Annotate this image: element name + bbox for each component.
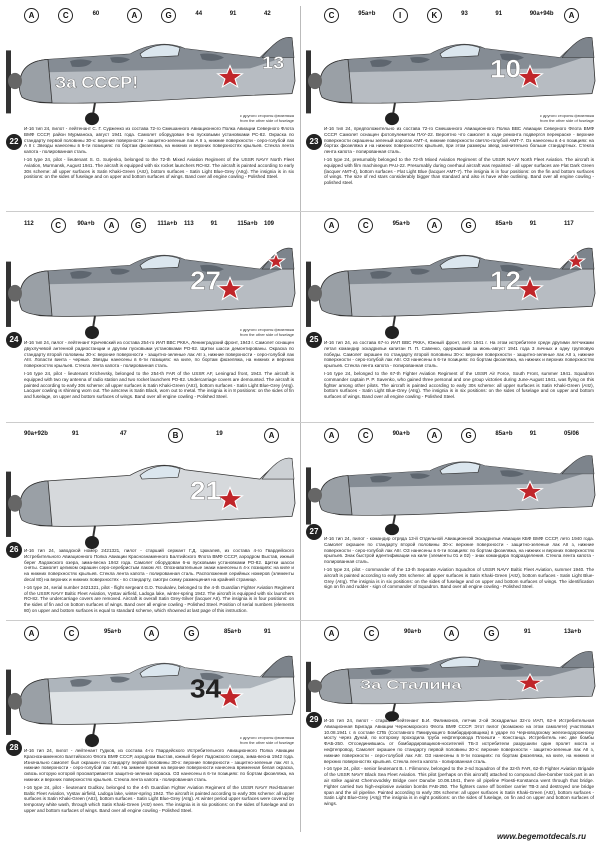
decal-letter-callout: C (51, 218, 66, 233)
tail-fin (262, 656, 294, 677)
decal-number-callout: 60 (92, 11, 100, 17)
decal-number-callout: 95a+b (104, 629, 122, 635)
profile-panel (300, 4, 600, 211)
profile-caption (24, 340, 294, 420)
decal-number-callout: 112 (24, 221, 34, 227)
aircraft-profile (300, 636, 600, 722)
profile-number-badge: 23 (306, 134, 322, 150)
decal-number-callout: 91 (529, 431, 537, 437)
decal-number-callout: 95a+b (358, 11, 376, 17)
profile-number-badge: 22 (6, 134, 22, 150)
aircraft-profile (300, 18, 600, 126)
caption-english: I-16 type 24, serial number 2421321, pilot - flight sergeant G.D. Tsoukalev, belonged to the 4-th Guardian Fighter Aviation Regiment of the USSR NAVY Baltic Fleet Aviation, Vystav airfield, Ladoga lake, winter-spring 1942. The aircraft is equipped with six launchers RO-82. The undercarriage covers are removed. Aircraft is overall Satin Grey-Silver (lacquer AII). The insignia is in four positions: on the sides of fin and on bottom surfaces of wings. Band over all engine cowling - Polished Steel. Position of serial numbers (elements 80) on upper and bottom surfaces is equal to standard scheme, which showned at last page of this instruction. (24, 584, 294, 613)
decal-number-callout: 44 (195, 11, 203, 17)
decal-letter-callout: C (64, 626, 79, 641)
spinner (308, 73, 322, 89)
profile-caption (324, 536, 594, 618)
decal-number-callout: 111a+b (157, 221, 178, 227)
profile-panel (300, 424, 600, 620)
caption-russian: И-16 тип 24, пилот - старший лейтенант Б.И. Филимонов, летчик 2-ой Эскадрильи 32-го ИАП, 62-я Истребительная Авиационная Бригада Авиации Черноморского Флота ВМФ СССР. Этот пилот (возможно на этом самолете) участвовал 10.08.1941 г. в составе СПБ (Составного Пикирующего Бомбардировщика) в ударе по Черноводскому железнодорожному мосту через Дунай, по которому проходила труба нефтепровода Плоешти - Констанца. Истребитель нес две бомбы ФАБ-250. Отсоединившись от бомбардировщиков-носителей ТБ-3 истребители разрушили один пролет моста и нефтепровод. Самолет окрашен по стандарту первой половины 30-х: верхние поверхности - защитно-зеленые лак АII з, нижние поверхности - серо-голубой лак АIIг. ОЗ нанесены в 8-ти позициях: по бортам фюзеляжа, на киле, на нижних и верхних поверхностях крыльев. Стекла лента капота - полированная сталь. (324, 718, 594, 764)
engine-cowling (319, 59, 352, 102)
other-side-note: с другого стороны фюзеляжа from the other side of fuselage (239, 327, 294, 337)
row-divider (6, 422, 594, 423)
profile-caption (324, 340, 594, 420)
caption-russian: И-16 тип 24, пилот - лейтенант С. Г. Сурженко из состава 72-го Смешанного Авиационного Полка Авиации Северного Флота ВМФ СССР, район Мурманска, август 1941 года. Самолет оборудован 6-ю пусковыми установками РС-82. Окраска по стандарту первой половины 30-х: верхние поверхности - защитно-зеленые лак А II з, нижние поверхности - серо-голубой лак A II г. Звезды нанесены в 6-ти позициях: по бортам фюзеляжа, на нижних и верхних поверхностях крыльев. Стекла лента капота - полированная сталь. (24, 126, 294, 155)
decal-number-callout: 13a+b (564, 629, 582, 635)
canopy (440, 657, 480, 667)
decal-number-callout: 95a+b (392, 221, 410, 227)
caption-english: I-16 type 24, pilot - senior lieutenant B. I. Filimonov, belonged to the 2-nd Squadron of the 32-th FAR, 62-th Fighter Aviation Brigade of the USSR NAVY Black Sea Fleet Aviation. This pilot (perhaps on this aircraft) attached to compound dive-bomber took part in an air strike against Chernovodsky Bridge over Danube 10.08.1941, there oil pipeline Ploesti-Konstanca went through that bridge. Fighter carried two high-explosive aviation bombs FAB-250. The fighters came off bomber carrier TB-3 and destroyed one bridge span and the oil pipeline. Painted according to early 30s scheme: all upper surfaces is Satin Khaki-Green (AIIz), bottom surfaces - Satin Light Blue-Grey (AIIg) The insignia is in eight positions: on the sides of fuselage, on fin and on upper and bottom surfaces of wings. (324, 766, 594, 807)
profile-number-badge: 25 (306, 332, 322, 348)
decal-letter-callout: G (184, 626, 199, 641)
decal-number-callout: 90a+94b (529, 11, 554, 17)
decal-letter-callout: C (324, 8, 339, 23)
decal-letter-callout: A (324, 428, 339, 443)
caption-english: I-16 type 24, pilot - lieutenant Krichevsky, belonged to the 254-th FAR of the USSR AF, Leningrad front, 1943. The aircraft is equipped with two ray antenna of radio station and two rocket launchers PO-82. Undercarriage covers are demounted. The aircraft is painted according to early 30s scheme: all upper surfaces is Satin Khaki-Green (AIIz), bottom surfaces - Satin Light Blue-Grey (AIIg). Lacquer cowling is shinning worn out. The airscrew is Satin Black, worn out to metal. The insignia is in 8 positions: on the sides of fin and fuselage, on upper and bottom surfaces of wings. Band over all engine cowling - Polished Steel. (24, 370, 294, 400)
decal-letter-callout: B (168, 428, 183, 443)
decal-letter-callout: A (427, 218, 442, 233)
profile-panel (0, 424, 300, 620)
caption-english: I-16 type 24, pilot - lieutenant Gudkov, belonged to the 4-th Guardian Fighter Aviation Regiment of the USSR NAVY Red-Banner Baltic Fleet Aviation, Vystav airfield, Ladoga lake, winter-spring 1942. The aircraft is painted according to early 30s scheme: all upper surfaces is Satin Khaki-Green (AIIz), bottom surfaces - Satin Light Blue-Grey (AIIg). At winter period upper surfaces were covered by temporary white wash, through which Satin Khaki-Green (AIIz) seen. The insignia is in six positions: on the sides of fuselage and on upper and bottom surfaces of wings. Band over all engine cowling - Polished Steel. (24, 784, 294, 813)
profile-panel (0, 4, 300, 211)
aircraft-marking-text: 34 (190, 673, 222, 704)
decal-number-callout: 85a+b (495, 221, 513, 227)
decal-letter-callout: A (324, 626, 339, 641)
caption-russian: И-16 тип 24, пилот - лейтенант Гудков, из состава 4-го Гвардейского Истребительного Авиационного Полка Авиации Краснознаменного Балтийского Флота ВМФ СССР, аэродром Выстав, южный берег Ладожского озера, зима-весна 1942 года. Изначально самолет был окрашен по стандарту первой половины 30-х: верхние поверхности - защитно-зеленые лак АII з, нижние поверхности - серо-голубой лак АIIг. На зимнее время на верхние поверхности нанесена временная белая окраска, сквозь которую которой просматривается защитно-зеленая окраска. ОЗ нанесены в 6-ти позициях: по бортам фюзеляжа, на нижних и верхних поверхностях крыльев. Стекла лента капота - полированная сталь. (24, 748, 294, 782)
decal-number-callout: 113 (184, 221, 194, 227)
aircraft-profile (0, 228, 300, 340)
wheel (85, 326, 99, 339)
spinner (8, 285, 22, 302)
profile-caption (324, 718, 594, 830)
decal-letter-callout: G (461, 218, 476, 233)
spinner (308, 285, 322, 302)
decal-letter-callout: C (358, 218, 373, 233)
decal-letter-callout: A (324, 218, 339, 233)
decal-number-callout: 90a+b (404, 629, 422, 635)
decal-number-callout: 115a+b (237, 221, 258, 227)
tail-fin (562, 456, 594, 474)
canopy (140, 45, 180, 58)
decal-number-callout: 91 (524, 629, 531, 635)
canopy (440, 462, 480, 474)
aircraft-profile (300, 228, 600, 340)
profile-caption (24, 748, 294, 830)
caption-russian: И-16 тип 24, заводской номер 2421321, пилот - старший сержант Г.Д. Цюкалев, из состава 4-го Гвардейского Истребительного Авиационного Полка Авиации Краснознаменного Балтийского Флота ВМФ СССР, аэродром Выстав, ижный берег Ладожского озера, зима-весна 1942 года. Самолет оборудован 6-ю пусковыми установками РО-82. Щитки шасси сняты. Самолет целиком окрашен серо-серебристым лаком AII. Опознавательные знаки нанесены в 4-х позициях: на киле и на нижних поверхностях крыльев. Стекла лента капота - полированная сталь. Расположения серийных номеров (элементы decal 80) на верхних и нижних поверхностях - по стандарту, смотри схему размещения на крайней странице. (24, 548, 294, 582)
decal-number-callout: 85a+b (495, 431, 513, 437)
profile-number-badge: 26 (6, 542, 22, 558)
decal-letter-callout: K (427, 8, 442, 23)
wheel (85, 113, 99, 126)
aircraft-marking-text: За Сталина (360, 678, 462, 693)
profile-caption (324, 126, 594, 209)
profile-number-badge: 27 (306, 524, 322, 540)
profile-panel (300, 214, 600, 422)
caption-russian: И-16 тип 24, предположительно из состава 72-го Смешанного Авиационного Полка ВВС Авиации Северного Флота ВМФ СССР. Самолет оснащен фотопулеметом ПАУ-22. Вероятно что самолет в ходе ремонта подвергся перекраске - верхние поверхности окрашены зеленый аэролак АМТ-4, нижние поверхности светло-голубой АМТ-7. Оз нанесены в 4-х позициях: на бортах фюзеляжа и на нижних поверхностях крыльев, при этом размеры звезд значительно больше стандартных. Стекла лента капота - полированная сталь. (324, 126, 594, 155)
engine-cowling (319, 669, 352, 703)
decal-letter-callout: G (461, 428, 476, 443)
caption-english: I-16 type 24, presumably belonged to the 72-th Mixed Aviation Regiment of the USSR NAVY North Fleet Aviation. The aircraft is equipped with film machinegun PAU-22. Presumably during overhaul aircraft was repainted - all upper surfaces are Flat Dark Green (lacquer AMT-4), bottom surfaces - Flat Light Blue (lacquer AMT-7). The insignia is in four positions: on the fin and bottom surfaces of wings. The size of red stars considerably bigger than standard and also is have white outlining. Band over all engine cowling - polished steel. (324, 156, 594, 186)
tail-fin (562, 37, 594, 57)
decal-number-callout: 91 (229, 11, 237, 17)
spinner (8, 693, 22, 710)
decal-number-callout: 91 (72, 431, 79, 437)
caption-russian: И-16 тип 24, пилот - командир отряда 13-й Отдельной Авиационной Эскадрильи Авиации КБФ ВМФ СССР, лето 1940 года. Самолет окрашен по стандарту второй половины 30-х: верхние поверхности - защитно-зеленые лак АII з, нижние поверхности - серо-голубой лак АIIг. ОЗ нанесены в 6-ти позициях: по бортам фюзеляжа, на нижних и верхних поверхностях крыльев. Знак быстрой идентификации на киле (элементы 01 и 02) - знак командира подразделения. Стекла лента капота - полированная сталь. (324, 536, 594, 565)
decal-letter-callout: C (358, 428, 373, 443)
decal-letter-callout: C (364, 626, 379, 641)
aircraft-profile (0, 438, 300, 550)
canopy (140, 256, 180, 269)
decal-letter-callout: A (127, 8, 142, 23)
decal-letter-callout: I (393, 8, 408, 23)
other-side-note: с другого стороны фюзеляжа from the other side of fuselage (539, 113, 594, 123)
profile-number-badge: 29 (306, 712, 322, 728)
decal-number-callout: 91 (210, 221, 218, 227)
other-side-note: с другого стороны фюзеляжа from the other side of fuselage (239, 113, 294, 123)
decal-number-callout: 05/06 (564, 431, 580, 437)
aircraft-marking-text: 13 (262, 53, 285, 74)
wheel (385, 113, 399, 126)
decal-letter-callout: A (144, 626, 159, 641)
caption-english: I-16 type 24, belonged to the 67-th Fighter Aviation Regiment of the USSR Air Force, South Front, summer 1941. Squadron commander captain P. P. Savenko, who gained three personal and one group victories during June-August 1941, was flying on this fighter among other pilots. The aircraft is painted according to early 30s scheme: all upper surfaces is Satin Khaki-Green (AIIz), bottom surfaces - Satin Light Blue-Grey (AIIg). The insignia is in six positions: on the sides of fuselage and on upper and bottom surfaces of wings. Band over all engine cowling - Polished Steel. (324, 370, 594, 400)
decal-letter-callout: A (24, 626, 39, 641)
aircraft-marking-text: За СССР! (55, 74, 139, 92)
profile-panel (0, 622, 300, 832)
aircraft-profile (0, 18, 300, 126)
canopy (140, 466, 180, 479)
wheel (385, 524, 399, 535)
profile-number-badge: 24 (6, 332, 22, 348)
decal-letter-callout: A (24, 8, 39, 23)
decal-letter-callout: A (264, 428, 279, 443)
decal-number-callout: 117 (564, 221, 574, 227)
spinner (8, 73, 22, 89)
engine-cowling (19, 59, 52, 102)
decal-letter-callout: G (161, 8, 176, 23)
footer-url[interactable]: www.begemotdecals.ru (496, 832, 586, 841)
aircraft-marking-text: 27 (190, 265, 222, 296)
tail-fin (262, 458, 294, 479)
decal-number-callout: 42 (264, 11, 271, 17)
caption-english: I-16 type 24, pilot - lieutenant S. G. Surjenko, belonged to the 72-th Mixed Aviation Regiment of the USSR NAVY North Fleet Aviation, Murmansk, August 1941. The aircraft is equipped with six rocket launchers RO-82. The aircraft is painted according to early 30s scheme: all upper surfaces is Satin Khaki-Green (AIIz), bottom surfaces - Satin Light Blue-Grey (AIIg). The insignia is in six positions: on the sides of fuselage and on upper and bottom surfaces of wings. Band over all engine cowling - Polished Steel. (24, 156, 294, 180)
engine-cowling (319, 476, 352, 515)
caption-russian: И-16 тип 24, пилот - лейтенант Кричевский из состава 254-го ИАП ВВС РККА, Ленинградский фронт, 1943 г. Самолет оснащен двухлучевой антенной радиостанции и другим пусковыми установками РО-82. Щитки шасси демонтированы. Окраска по стандарту второй половины 30-х: верхние поверхности - защитно-зеленые лак АII з, нижние поверхности - серо-голубой лак АIIг. Лопасти винта - черные. Звезды нанесены в 6-ти позициях: на киле, по бортам фюзеляжа, на нижних и верхних поверхностях крыльев. Стекла лента капота - полированная сталь. (24, 340, 294, 369)
canopy (140, 664, 180, 677)
decal-number-callout: 91 (264, 629, 271, 635)
row-divider (6, 620, 594, 621)
profile-number-badge: 28 (6, 740, 22, 756)
tail-fin (562, 651, 594, 667)
decal-number-callout: 90a+92b (24, 431, 48, 437)
engine-cowling (19, 679, 52, 724)
decal-number-callout: 93 (461, 11, 468, 17)
canopy (440, 256, 480, 269)
engine-cowling (319, 271, 352, 316)
engine-cowling (19, 481, 52, 526)
row-divider (6, 211, 594, 212)
decal-number-callout: 109 (264, 221, 275, 227)
aircraft-marking-text: 21 (190, 475, 222, 506)
aircraft-marking-text: 12 (490, 265, 522, 296)
decal-number-callout: 91 (495, 11, 503, 17)
wheel (85, 734, 99, 747)
decal-letter-callout: A (427, 428, 442, 443)
profile-caption (24, 126, 294, 209)
decal-number-callout: 47 (120, 431, 127, 437)
aircraft-profile (300, 438, 600, 536)
spinner (8, 495, 22, 512)
decal-number-callout: 19 (216, 431, 223, 437)
decal-number-callout: 91 (529, 221, 537, 227)
decal-letter-callout: A (444, 626, 459, 641)
spinner (308, 680, 322, 693)
engine-cowling (19, 271, 52, 316)
other-side-note: с другого стороны фюзеляжа from the other side of fuselage (239, 735, 294, 745)
profile-panel (300, 622, 600, 832)
profile-caption (24, 548, 294, 618)
aircraft-marking-text: 10 (490, 54, 522, 84)
decal-number-callout: 90a+b (77, 221, 95, 227)
decal-letter-callout: G (484, 626, 499, 641)
decal-letter-callout: G (131, 218, 146, 233)
caption-english: I-16 type 24, pilot - commander of the 13-th Separate Aviation Squadron of USSR NAVY Baltic Fleet Aviation, summer 1940. The aircraft is painted according to early 30s scheme: all upper surfaces is Satin Khaki-Green (AIIz), bottom surfaces - Satin Light Blue-Grey (AIIg). The insignia is in six positions: on the sides of fuselage and on upper and bottom surfaces of wings. The identification sign on fin and rudder - sign of commander of Squadron. Band over all engine cowling - Polished Steel. (324, 566, 594, 590)
caption-russian: И-16 тип 24, из состава 67-го ИАП ВВС РККА, Южный фронт, лето 1941 г. На этом истребителе средн другими летчиками летал командир эскадрильи капитан П. П. Савенко, одержавший за июнь-август 1941 года 3 личных и одну групповую победы. Самолет окрашен по стандарту второй половины 30-х: верхние поверхности - защитно-зеленые лак АII з, нижние поверхности - серо-голубой лак АIIг. ОЗ нанесены в 6-ти позициях: по бортам фюзеляжа, на нижних и верхних поверхностях крыльев. Стекла лента капота - полированная сталь. (324, 340, 594, 369)
wheel (385, 326, 399, 339)
decal-letter-callout: C (58, 8, 73, 23)
canopy (440, 45, 480, 58)
decal-letter-callout: A (564, 8, 579, 23)
decal-letter-callout: A (104, 218, 119, 233)
decal-number-callout: 90a+b (392, 431, 410, 437)
profile-panel (0, 214, 300, 422)
decal-number-callout: 85a+b (224, 629, 242, 635)
aircraft-profile (0, 636, 300, 748)
spinner (308, 488, 322, 503)
